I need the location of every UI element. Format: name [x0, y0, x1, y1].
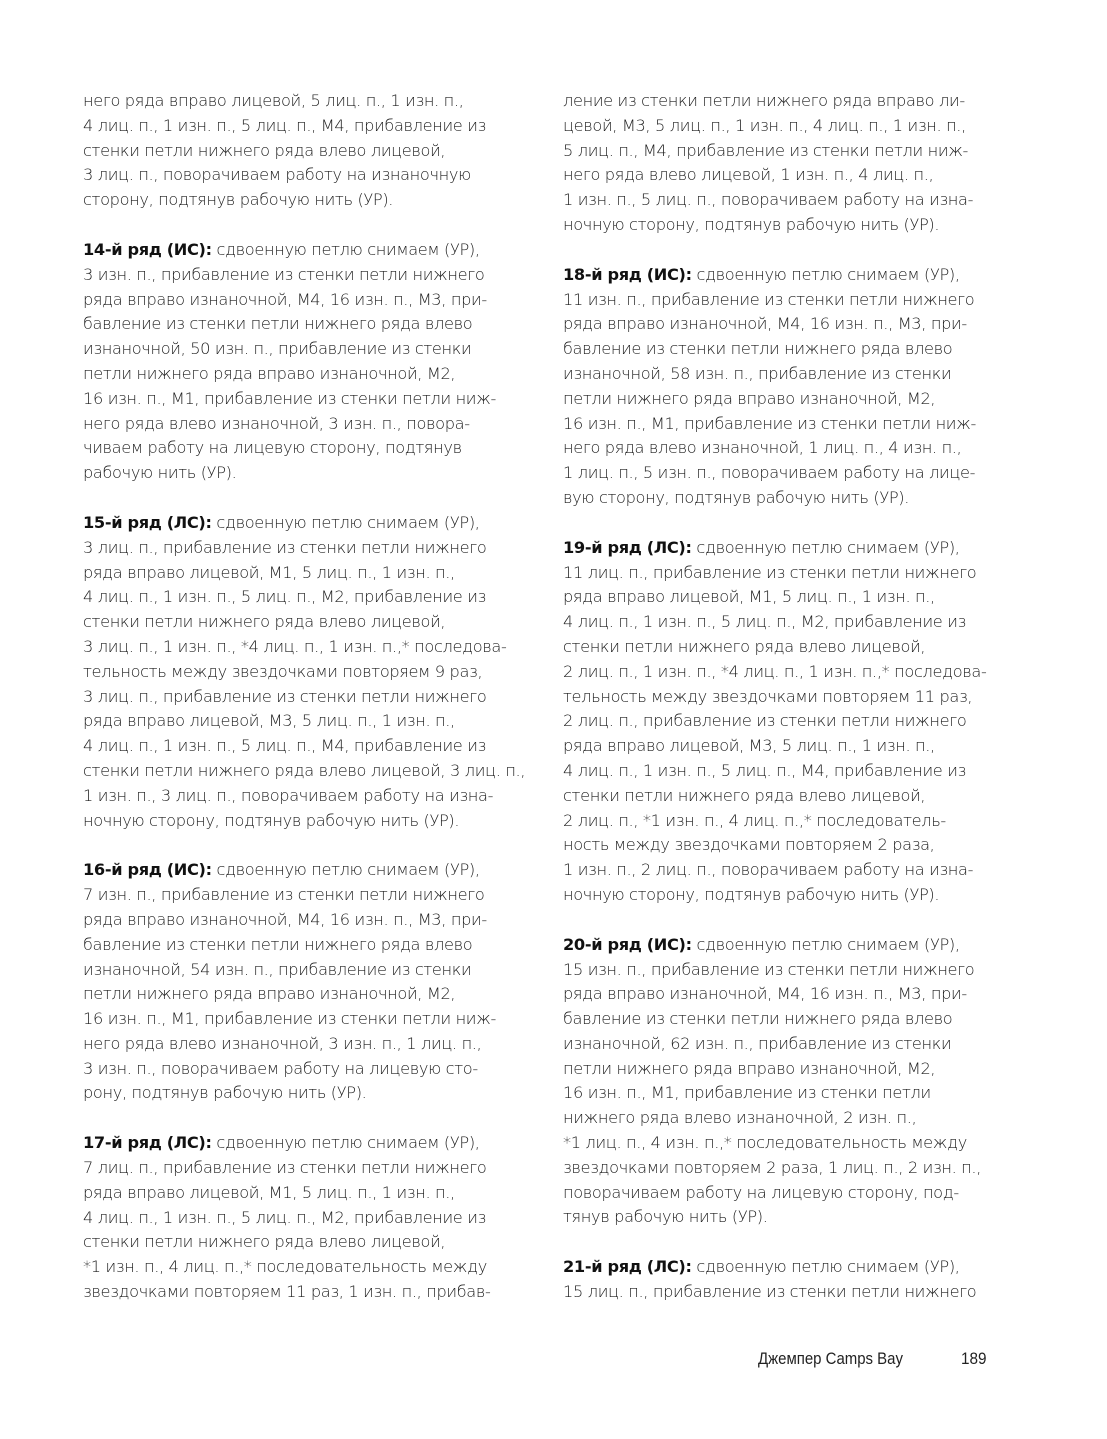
text-line: [563, 585, 1023, 610]
text-line: [83, 362, 543, 387]
text-line: [83, 685, 543, 710]
text-line: [563, 1057, 1023, 1082]
text-line: [83, 1131, 543, 1156]
line-text: изнаночной, 62 изн. п., прибавление из стенки: [563, 1033, 952, 1053]
text-line: [563, 412, 1023, 437]
text-line: [83, 610, 543, 635]
line-text: ночную сторону, подтянув рабочую нить (УР).: [83, 810, 460, 830]
text-line: [83, 982, 543, 1007]
line-text: петли нижнего ряда вправо изнаночной, М2,: [83, 363, 456, 383]
text-line: [83, 734, 543, 759]
line-text: петли нижнего ряда вправо изнаночной, М2,: [563, 388, 936, 408]
line-text: 3 лиц. п., 1 изн. п., *4 лиц. п., 1 изн. п.,* последова-: [83, 636, 507, 656]
text-line: [563, 982, 1023, 1007]
text-line: [83, 511, 543, 536]
line-text: бавление из стенки петли нижнего ряда влево: [563, 1009, 953, 1029]
text-line: [563, 958, 1023, 983]
line-text: тянув рабочую нить (УР).: [563, 1207, 768, 1227]
line-text: стенки петли нижнего ряда влево лицевой,: [563, 785, 926, 805]
text-line: [83, 1230, 543, 1255]
text-line: [83, 759, 543, 784]
line-text: 16 изн. п., М1, прибавление из стенки петли ниж-: [83, 388, 496, 408]
text-line: [563, 362, 1023, 387]
text-line: [83, 933, 543, 958]
line-text: 1 изн. п., 2 лиц. п., поворачиваем работу на изна-: [563, 860, 974, 880]
line-text: 11 лиц. п., прибавление из стенки петли нижнего: [563, 562, 977, 582]
text-line: [83, 238, 543, 263]
line-text: тельность между звездочками повторяем 11 раз,: [563, 686, 973, 706]
row-label: 21-й ряд (ЛС):: [563, 1257, 692, 1277]
line-text: ность между звездочками повторяем 2 раза,: [563, 835, 935, 855]
line-text: 2 лиц. п., прибавление из стенки петли нижнего: [563, 711, 967, 731]
text-line: [83, 958, 543, 983]
line-text: звездочками повторяем 2 раза, 1 лиц. п., 2 изн. п.,: [563, 1157, 981, 1177]
text-line: [563, 784, 1023, 809]
line-text: стенки петли нижнего ряда влево лицевой, 3 лиц. п.,: [83, 760, 526, 780]
line-text: изнаночной, 54 изн. п., прибавление из стенки: [83, 959, 472, 979]
line-text: ряда вправо лицевой, М1, 5 лиц. п., 1 изн. п.,: [83, 1182, 455, 1202]
line-text: ряда вправо лицевой, М3, 5 лиц. п., 1 изн. п.,: [563, 736, 935, 756]
text-line: [563, 288, 1023, 313]
line-text: 16 изн. п., М1, прибавление из стенки петли ниж-: [83, 1009, 496, 1029]
text-line: [83, 1280, 543, 1305]
text-line: [83, 660, 543, 685]
text-line: [83, 139, 543, 164]
line-text: 3 лиц. п., прибавление из стенки петли нижнего: [83, 686, 487, 706]
text-line: [563, 1280, 1023, 1305]
text-line: [563, 561, 1023, 586]
line-text: 7 изн. п., прибавление из стенки петли нижнего: [83, 885, 485, 905]
text-line: [563, 1032, 1023, 1057]
text-line: [83, 784, 543, 809]
text-line: [83, 635, 543, 660]
line-text: звездочками повторяем 11 раз, 1 изн. п., прибав-: [83, 1282, 491, 1302]
line-text: стенки петли нижнего ряда влево лицевой,: [83, 1232, 446, 1252]
line-text: рабочую нить (УР).: [83, 463, 237, 483]
line-text: сдвоенную петлю снимаем (УР),: [211, 1133, 480, 1153]
text-line: [563, 1205, 1023, 1230]
continued-instruction: [83, 89, 543, 213]
text-line: [83, 1181, 543, 1206]
line-text: рону, подтянув рабочую нить (УР).: [83, 1083, 367, 1103]
text-line: [563, 883, 1023, 908]
line-text: сдвоенную петлю снимаем (УР),: [691, 934, 960, 954]
text-line: [83, 387, 543, 412]
text-line: [83, 461, 543, 486]
line-text: ряда вправо лицевой, М1, 5 лиц. п., 1 изн. п.,: [563, 587, 935, 607]
text-line: [563, 1181, 1023, 1206]
text-line: [563, 461, 1023, 486]
line-text: *1 изн. п., 4 лиц. п.,* последовательность между: [83, 1257, 487, 1277]
text-line: [563, 933, 1023, 958]
line-text: ряда вправо лицевой, М3, 5 лиц. п., 1 изн. п.,: [83, 711, 455, 731]
text-line: [563, 1081, 1023, 1106]
line-text: ление из стенки петли нижнего ряда вправо ли-: [563, 91, 965, 110]
row-instruction: [563, 1255, 1023, 1305]
text-line: [83, 263, 543, 288]
text-line: [83, 312, 543, 337]
text-line: [83, 188, 543, 213]
text-line: [563, 89, 1023, 114]
text-line: [83, 561, 543, 586]
line-text: 4 лиц. п., 1 изн. п., 5 лиц. п., М4, прибавление из: [563, 760, 966, 780]
text-line: [83, 436, 543, 461]
line-text: 3 лиц. п., поворачиваем работу на изнаночную: [83, 165, 471, 185]
text-line: [83, 858, 543, 883]
text-line: [563, 312, 1023, 337]
line-text: бавление из стенки петли нижнего ряда влево: [83, 314, 473, 334]
line-text: 5 лиц. п., М4, прибавление из стенки петли ниж-: [563, 140, 969, 160]
text-line: [563, 114, 1023, 139]
text-line: [563, 833, 1023, 858]
line-text: 15 лиц. п., прибавление из стенки петли нижнего: [563, 1282, 977, 1302]
line-text: 15 изн. п., прибавление из стенки петли нижнего: [563, 959, 975, 979]
line-text: изнаночной, 58 изн. п., прибавление из стенки: [563, 363, 952, 383]
line-text: ночную сторону, подтянув рабочую нить (УР).: [563, 214, 940, 234]
page-number: 189: [961, 1349, 987, 1368]
line-text: бавление из стенки петли нижнего ряда влево: [83, 934, 473, 954]
text-line: [563, 635, 1023, 660]
line-text: ряда вправо изнаночной, М4, 16 изн. п., М3, при-: [83, 909, 487, 929]
text-line: [83, 585, 543, 610]
line-text: ночную сторону, подтянув рабочую нить (УР).: [563, 884, 940, 904]
row-label: 18-й ряд (ИС):: [563, 264, 692, 284]
text-line: [83, 288, 543, 313]
text-line: [83, 89, 543, 114]
row-label: 15-й ряд (ЛС):: [83, 512, 212, 532]
text-line: [563, 163, 1023, 188]
text-line: [83, 337, 543, 362]
text-line: [563, 139, 1023, 164]
line-text: сторону, подтянув рабочую нить (УР).: [83, 190, 394, 210]
line-text: поворачиваем работу на лицевую сторону, под-: [563, 1182, 959, 1202]
line-text: 1 изн. п., 5 лиц. п., поворачиваем работу на изна-: [563, 190, 974, 210]
text-line: [563, 709, 1023, 734]
text-line: [563, 1156, 1023, 1181]
text-line: [563, 263, 1023, 288]
text-line: [563, 536, 1023, 561]
left-column: [83, 89, 543, 1330]
line-text: вую сторону, подтянув рабочую нить (УР).: [563, 487, 910, 507]
line-text: 4 лиц. п., 1 изн. п., 5 лиц. п., М4, прибавление из: [83, 115, 486, 135]
line-text: нижнего ряда влево изнаночной, 2 изн. п.,: [563, 1108, 917, 1128]
text-line: [83, 709, 543, 734]
line-text: ряда вправо изнаночной, М4, 16 изн. п., М3, при-: [83, 289, 487, 309]
text-line: [563, 188, 1023, 213]
text-line: [83, 1081, 543, 1106]
text-line: [563, 387, 1023, 412]
line-text: стенки петли нижнего ряда влево лицевой,: [83, 140, 446, 160]
text-line: [563, 486, 1023, 511]
text-line: [83, 908, 543, 933]
row-label: 20-й ряд (ИС):: [563, 934, 692, 954]
line-text: 1 изн. п., 3 лиц. п., поворачиваем работу на изна-: [83, 785, 494, 805]
text-line: [563, 1007, 1023, 1032]
line-text: 1 лиц. п., 5 изн. п., поворачиваем работу на лице-: [563, 463, 976, 483]
continued-instruction: [563, 89, 1023, 238]
text-line: [83, 114, 543, 139]
text-line: [83, 1032, 543, 1057]
line-text: 3 изн. п., поворачиваем работу на лицевую сто-: [83, 1058, 478, 1078]
line-text: сдвоенную петлю снимаем (УР),: [211, 239, 480, 259]
text-line: [83, 809, 543, 834]
text-line: [563, 337, 1023, 362]
text-line: [83, 1156, 543, 1181]
line-text: 3 изн. п., прибавление из стенки петли нижнего: [83, 264, 485, 284]
text-line: [563, 213, 1023, 238]
line-text: него ряда влево изнаночной, 3 изн. п., повора-: [83, 413, 470, 433]
text-line: [83, 412, 543, 437]
line-text: сдвоенную петлю снимаем (УР),: [211, 860, 480, 880]
row-label: 17-й ряд (ЛС):: [83, 1133, 212, 1153]
line-text: петли нижнего ряда вправо изнаночной, М2,: [83, 984, 456, 1004]
row-instruction: [83, 1131, 543, 1305]
line-text: него ряда влево лицевой, 1 изн. п., 4 лиц. п.,: [563, 165, 934, 185]
row-label: 14-й ряд (ИС):: [83, 239, 212, 259]
line-text: стенки петли нижнего ряда влево лицевой,: [83, 612, 446, 632]
line-text: ряда вправо изнаночной, М4, 16 изн. п., М3, при-: [563, 314, 967, 334]
text-line: [563, 610, 1023, 635]
text-line: [563, 1255, 1023, 1280]
line-text: 4 лиц. п., 1 изн. п., 5 лиц. п., М2, прибавление из: [83, 1207, 486, 1227]
text-line: [83, 1057, 543, 1082]
text-line: [83, 883, 543, 908]
line-text: него ряда влево изнаночной, 3 изн. п., 1 лиц. п.,: [83, 1033, 482, 1053]
row-instruction: [83, 238, 543, 486]
running-footer-title: Джемпер Camps Bay: [758, 1349, 903, 1368]
line-text: 7 лиц. п., прибавление из стенки петли нижнего: [83, 1158, 487, 1178]
line-text: 16 изн. п., М1, прибавление из стенки петли: [563, 1083, 931, 1103]
line-text: сдвоенную петлю снимаем (УР),: [691, 1257, 960, 1277]
line-text: *1 лиц. п., 4 изн. п.,* последовательность между: [563, 1133, 967, 1153]
line-text: ряда вправо лицевой, М1, 5 лиц. п., 1 изн. п.,: [83, 562, 455, 582]
right-column: [563, 89, 1023, 1330]
line-text: бавление из стенки петли нижнего ряда влево: [563, 339, 953, 359]
text-line: [563, 685, 1023, 710]
line-text: 11 изн. п., прибавление из стенки петли нижнего: [563, 289, 975, 309]
line-text: 3 лиц. п., прибавление из стенки петли нижнего: [83, 537, 487, 557]
text-line: [83, 536, 543, 561]
text-line: [563, 858, 1023, 883]
text-line: [83, 1206, 543, 1231]
row-instruction: [563, 933, 1023, 1231]
line-text: изнаночной, 50 изн. п., прибавление из стенки: [83, 339, 472, 359]
line-text: сдвоенную петлю снимаем (УР),: [691, 264, 960, 284]
row-instruction: [563, 536, 1023, 908]
row-instruction: [83, 858, 543, 1106]
line-text: чиваем работу на лицевую сторону, подтянув: [83, 438, 462, 458]
text-line: [563, 1131, 1023, 1156]
text-line: [83, 163, 543, 188]
row-label: 19-й ряд (ЛС):: [563, 537, 692, 557]
text-line: [563, 660, 1023, 685]
text-line: [83, 1007, 543, 1032]
line-text: него ряда вправо лицевой, 5 лиц. п., 1 изн. п.,: [83, 91, 464, 110]
text-line: [563, 809, 1023, 834]
text-line: [563, 436, 1023, 461]
line-text: 4 лиц. п., 1 изн. п., 5 лиц. п., М2, прибавление из: [563, 612, 966, 632]
line-text: него ряда влево изнаночной, 1 лиц. п., 4 изн. п.,: [563, 438, 962, 458]
line-text: 4 лиц. п., 1 изн. п., 5 лиц. п., М4, прибавление из: [83, 736, 486, 756]
text-line: [563, 1106, 1023, 1131]
line-text: сдвоенную петлю снимаем (УР),: [691, 537, 960, 557]
row-instruction: [83, 511, 543, 833]
line-text: петли нижнего ряда вправо изнаночной, М2,: [563, 1058, 936, 1078]
line-text: тельность между звездочками повторяем 9 раз,: [83, 661, 483, 681]
line-text: ряда вправо изнаночной, М4, 16 изн. п., М3, при-: [563, 984, 967, 1004]
text-line: [563, 734, 1023, 759]
line-text: 2 лиц. п., *1 изн. п., 4 лиц. п.,* последователь-: [563, 810, 946, 830]
line-text: 4 лиц. п., 1 изн. п., 5 лиц. п., М2, прибавление из: [83, 587, 486, 607]
text-line: [83, 1255, 543, 1280]
row-instruction: [563, 263, 1023, 511]
line-text: 16 изн. п., М1, прибавление из стенки петли ниж-: [563, 413, 976, 433]
row-label: 16-й ряд (ИС):: [83, 860, 212, 880]
line-text: сдвоенную петлю снимаем (УР),: [211, 512, 480, 532]
line-text: стенки петли нижнего ряда влево лицевой,: [563, 636, 926, 656]
line-text: 2 лиц. п., 1 изн. п., *4 лиц. п., 1 изн. п.,* последова-: [563, 661, 987, 681]
line-text: цевой, М3, 5 лиц. п., 1 изн. п., 4 лиц. п., 1 изн. п.,: [563, 115, 966, 135]
text-line: [563, 759, 1023, 784]
